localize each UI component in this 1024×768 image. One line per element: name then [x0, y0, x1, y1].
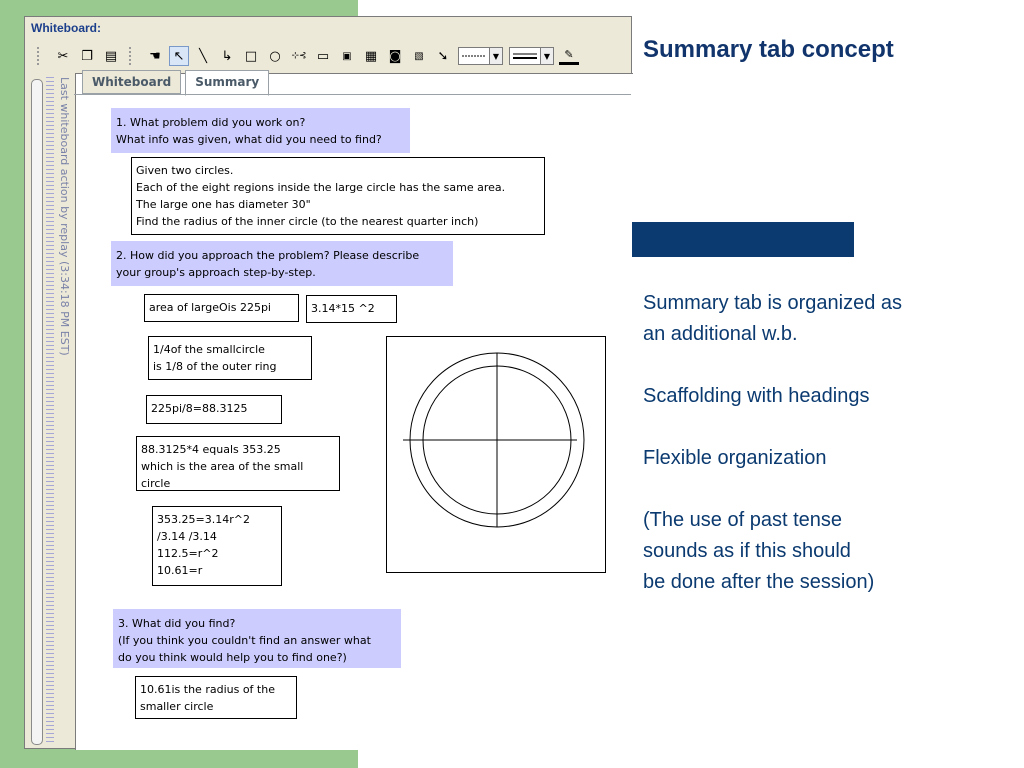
note-text: (The use of past tense sounds as if this should be done after the session): [643, 509, 875, 593]
text-box-icon[interactable]: ⊹⊰: [291, 51, 307, 61]
history-status: [58, 77, 72, 745]
connector-icon[interactable]: ↳: [221, 48, 233, 64]
table-icon[interactable]: ▦: [364, 48, 378, 64]
tab-divider: [74, 94, 631, 95]
slide-notes: [643, 288, 1003, 598]
rectangle-icon[interactable]: □: [244, 48, 258, 64]
history-scrollbar[interactable]: [31, 79, 43, 745]
slide-title: Summary tab concept: [643, 36, 894, 63]
note-text: Summary tab is organized as an additional w.b.: [643, 292, 903, 345]
question-3-prompt: 3. What did you find? (If you think you couldn't find an answer what do you think would help you to find one?): [113, 609, 401, 668]
line-style-dropdown[interactable]: [458, 47, 503, 65]
given-info-box[interactable]: Given two circles. Each of the eight regions inside the large circle has the same area. The large one has diameter 30" Find the radius of the inner circle (to the nearest quarter inch): [131, 157, 545, 235]
toolbar-grip[interactable]: [129, 47, 137, 65]
image-icon[interactable]: ▣: [342, 50, 352, 62]
toolbar-grip[interactable]: [37, 47, 45, 65]
step-box[interactable]: area of largeOis 225pi: [144, 294, 299, 322]
window-title: Whiteboard:: [31, 21, 101, 35]
chevron-down-icon[interactable]: ▼: [490, 47, 503, 65]
history-ruler: [46, 77, 54, 745]
note-text: Flexible organization: [643, 447, 827, 469]
answer-box[interactable]: 10.61is the radius of the smaller circle: [135, 676, 297, 719]
question-2-prompt: 2. How did you approach the problem? Please describe your group's approach step-by-step.: [111, 241, 453, 286]
camera-icon[interactable]: ◙: [388, 48, 402, 64]
ellipse-icon[interactable]: ○: [269, 48, 281, 64]
step-box[interactable]: 353.25=3.14r^2 /3.14 /3.14 112.5=r^2 10.61=r: [152, 506, 282, 586]
picture-icon[interactable]: ▧: [414, 50, 424, 62]
callout-icon[interactable]: ▭: [316, 48, 330, 64]
pan-hand-icon[interactable]: ☚: [149, 48, 161, 64]
step-box[interactable]: 1/4of the smallcircle is 1/8 of the outer ring: [148, 336, 312, 380]
tab-whiteboard[interactable]: Whiteboard: [82, 70, 181, 94]
last-action-text: Last whiteboard action by replay (3:34:18 PM EST): [58, 77, 71, 356]
history-sidebar: [27, 77, 73, 745]
circles-diagram[interactable]: [386, 336, 606, 573]
whiteboard-toolbar: [31, 39, 631, 73]
copy-icon[interactable]: ❐: [81, 48, 93, 64]
chevron-down-icon[interactable]: ▼: [541, 47, 554, 65]
line-width-icon: [509, 47, 541, 65]
question-1-prompt: 1. What problem did you work on? What info was given, what did you need to find?: [111, 108, 410, 153]
title-accent-bar: [632, 222, 854, 257]
step-box[interactable]: 225pi/8=88.3125: [146, 395, 282, 424]
tab-summary[interactable]: Summary: [185, 70, 269, 96]
step-box[interactable]: 88.3125*4 equals 353.25 which is the area of the small circle: [136, 436, 340, 491]
step-box[interactable]: 3.14*15 ^2: [306, 295, 397, 323]
paste-icon[interactable]: ▤: [104, 48, 118, 64]
tab-bar: [82, 70, 273, 94]
line-icon[interactable]: ╲: [199, 48, 207, 64]
note-text: Scaffolding with headings: [643, 385, 870, 407]
line-width-dropdown[interactable]: [509, 47, 554, 65]
pen-color-icon[interactable]: ✎: [559, 47, 579, 65]
pointer-icon[interactable]: ➘: [437, 48, 449, 64]
dashed-line-icon: [458, 47, 490, 65]
cut-icon[interactable]: ✂: [57, 48, 69, 64]
select-arrow-icon[interactable]: ↖: [169, 46, 189, 66]
